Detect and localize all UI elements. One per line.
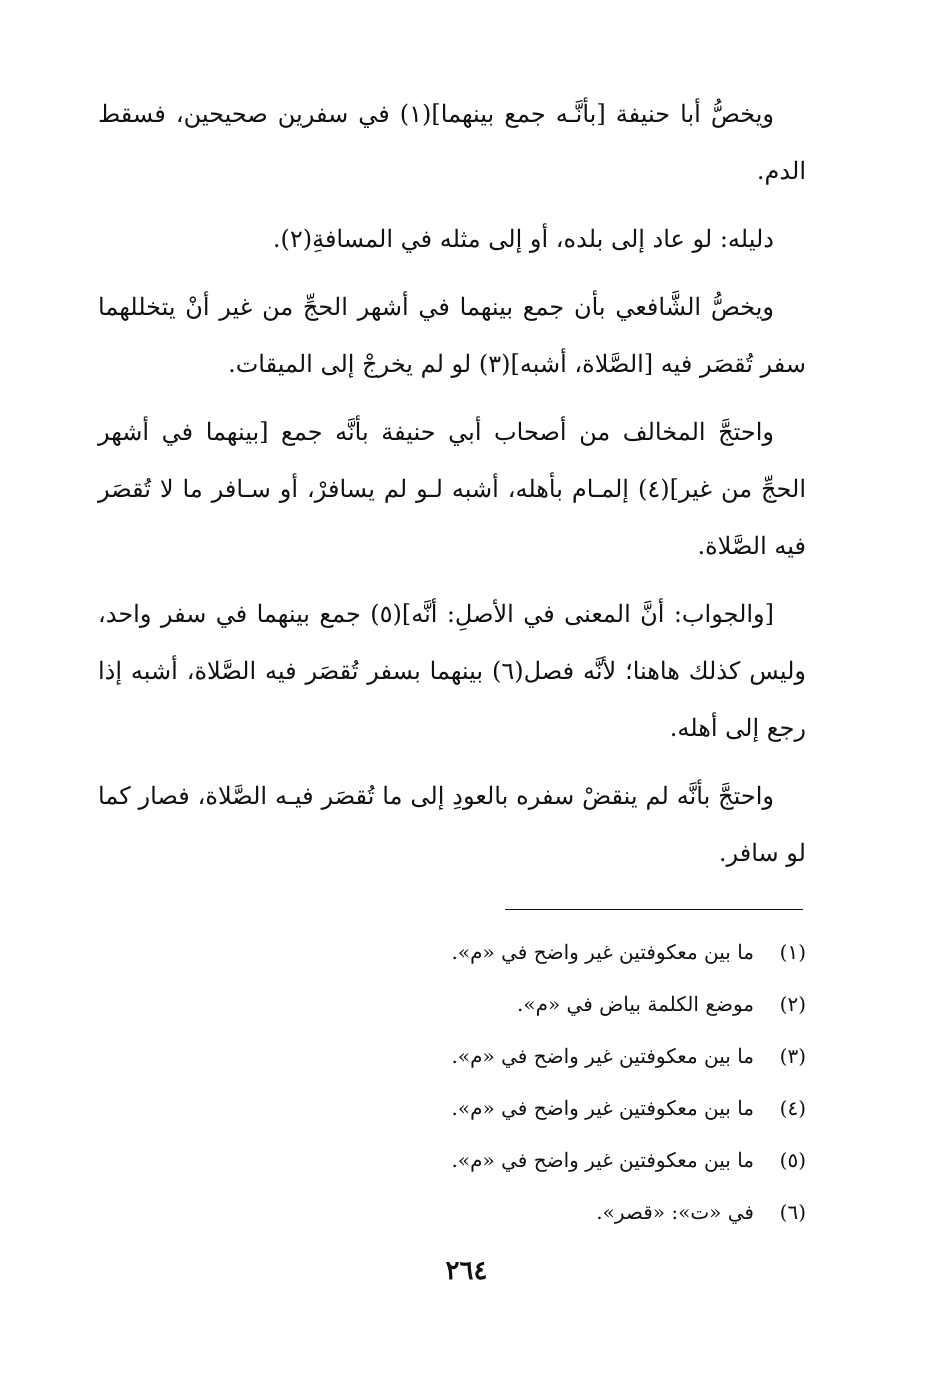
paragraph-2: دليله: لو عاد إلى بلده، أو إلى مثله في المسافةِ(٢). [272, 225, 774, 253]
footnote-number: (١) [779, 940, 806, 964]
paragraph-1: ويخصُّ أبا حنيفة [بأنَّـه جمع بينهما](١) في سفرين صحيحين، فسقط الدم. [98, 100, 806, 185]
footnote-number: (٥) [779, 1148, 806, 1172]
footnote-5 [98, 1134, 806, 1186]
main-text [98, 86, 806, 893]
footnotes [98, 926, 806, 1238]
footnote-text: موضع الكلمة بياض في «م». [516, 992, 754, 1016]
footnote-text: ما بين معكوفتين غير واضح في «م». [451, 1148, 754, 1172]
footnote-separator [505, 909, 803, 910]
footnote-2 [98, 978, 806, 1030]
paragraph-6: واحتجَّ بأنَّه لم ينقضْ سفره بالعودِ إلى ما تُقصَر فيـه الصَّلاة، فصار كما لو سافر. [98, 782, 806, 867]
footnote-text: ما بين معكوفتين غير واضح في «م». [451, 1096, 754, 1120]
footnote-number: (٢) [779, 992, 806, 1016]
footnote-4 [98, 1082, 806, 1134]
footnote-6 [98, 1186, 806, 1238]
footnote-number: (٦) [779, 1200, 806, 1224]
paragraph-5: [والجواب: أنَّ المعنى في الأصلِ: أنَّه](٥) جمع بينهما في سفر واحد، وليس كذلك هاهنا؛ لأنَّه فصل(٦) بينهما بسفر تُقصَر فيه الصَّلاة، أشبه إذا رجع إلى أهله. [98, 600, 807, 742]
footnote-text: ما بين معكوفتين غير واضح في «م». [451, 940, 754, 964]
footnote-3 [98, 1030, 806, 1082]
footnote-number: (٣) [779, 1044, 806, 1068]
paragraph-3: ويخصُّ الشَّافعي بأن جمع بينهما في أشهر الحجِّ من غير أنْ يتخللهما سفر تُقصَر فيه [الصَّلاة، أشبه](٣) لو لم يخرجْ إلى الميقات. [98, 293, 806, 378]
paragraph-4: واحتجَّ المخالف من أصحاب أبي حنيفة بأنَّه جمع [بينهما في أشهر الحجِّ من غير](٤) إلمـام بأهله، أشبه لـو لم يسافرْ، أو سـافر ما لا تُقصَر فيه الصَّلاة. [98, 418, 807, 560]
footnote-number: (٤) [779, 1096, 806, 1120]
footnote-1 [98, 926, 806, 978]
footnote-text: ما بين معكوفتين غير واضح في «م». [451, 1044, 754, 1068]
page-number: ٢٦٤ [445, 1256, 488, 1286]
footnote-text: في «ت»: «قصر». [596, 1200, 754, 1224]
